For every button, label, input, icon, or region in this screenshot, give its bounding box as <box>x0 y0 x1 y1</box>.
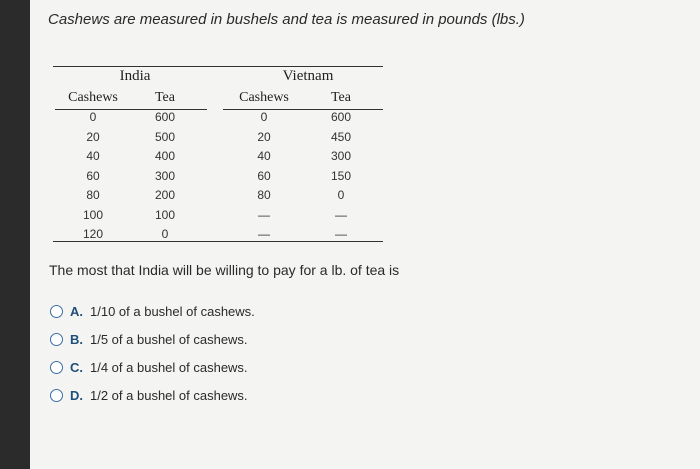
group-india: India <box>119 68 151 84</box>
col-vietnam-cashews: Cashews <box>239 90 289 105</box>
table-cell: 40 <box>257 149 271 163</box>
production-table <box>53 64 383 244</box>
table-cell: 100 <box>154 207 176 222</box>
table-cell: 300 <box>154 168 176 183</box>
table-cell: 200 <box>154 188 176 202</box>
table-cell: 400 <box>154 149 176 163</box>
radio-button[interactable] <box>50 389 63 402</box>
col-india-tea: Tea <box>154 90 175 105</box>
table-cell: 80 <box>86 188 100 202</box>
option-text: 1/2 of a bushel of cashews. <box>90 388 248 403</box>
table-cell: 150 <box>330 168 352 183</box>
option-c[interactable] <box>48 359 448 379</box>
table-cell: 100 <box>82 207 104 222</box>
option-a[interactable] <box>48 303 448 323</box>
option-b[interactable] <box>48 331 448 351</box>
table-cell: 40 <box>86 149 100 163</box>
col-vietnam-tea: Tea <box>330 90 351 105</box>
option-letter: D. <box>70 388 83 403</box>
table-cell: 0 <box>337 188 345 202</box>
option-d[interactable] <box>48 387 448 407</box>
table-cell: — <box>258 207 270 222</box>
table-cell: 0 <box>161 227 169 241</box>
table-cell: 20 <box>86 129 100 144</box>
table-bottom-rule <box>53 241 383 242</box>
table-cell: 450 <box>330 129 352 144</box>
option-text: 1/5 of a bushel of cashews. <box>90 332 248 347</box>
table-cell: 80 <box>257 188 271 202</box>
intro-text: Cashews are measured in bushels and tea is measured in pounds (lbs.) <box>48 11 525 28</box>
table-cell: 20 <box>257 129 271 144</box>
radio-button[interactable] <box>50 305 63 318</box>
table-cell: — <box>335 227 347 241</box>
table-cell: 500 <box>154 129 176 144</box>
table-cell: — <box>258 227 270 241</box>
table-cell: 600 <box>330 110 352 124</box>
option-text: 1/4 of a bushel of cashews. <box>90 360 248 375</box>
question-text: The most that India will be willing to pay for a lb. of tea is <box>49 262 400 278</box>
option-letter: B. <box>70 332 83 347</box>
option-text: 1/10 of a bushel of cashews. <box>90 304 255 319</box>
table-cell: 600 <box>154 110 176 124</box>
table-cell: 300 <box>330 149 352 163</box>
table-cell: — <box>335 207 347 222</box>
option-letter: C. <box>70 360 83 375</box>
table-cell: 0 <box>260 110 268 124</box>
option-letter: A. <box>70 304 83 319</box>
table-cell: 60 <box>86 168 100 183</box>
group-vietnam: Vietnam <box>282 68 334 84</box>
radio-button[interactable] <box>50 333 63 346</box>
question-page <box>30 0 700 469</box>
table-cell: 120 <box>82 227 104 241</box>
radio-button[interactable] <box>50 361 63 374</box>
col-india-cashews: Cashews <box>68 90 118 105</box>
table-top-rule <box>53 66 383 67</box>
table-cell: 60 <box>257 168 271 183</box>
table-cell: 0 <box>89 110 97 124</box>
